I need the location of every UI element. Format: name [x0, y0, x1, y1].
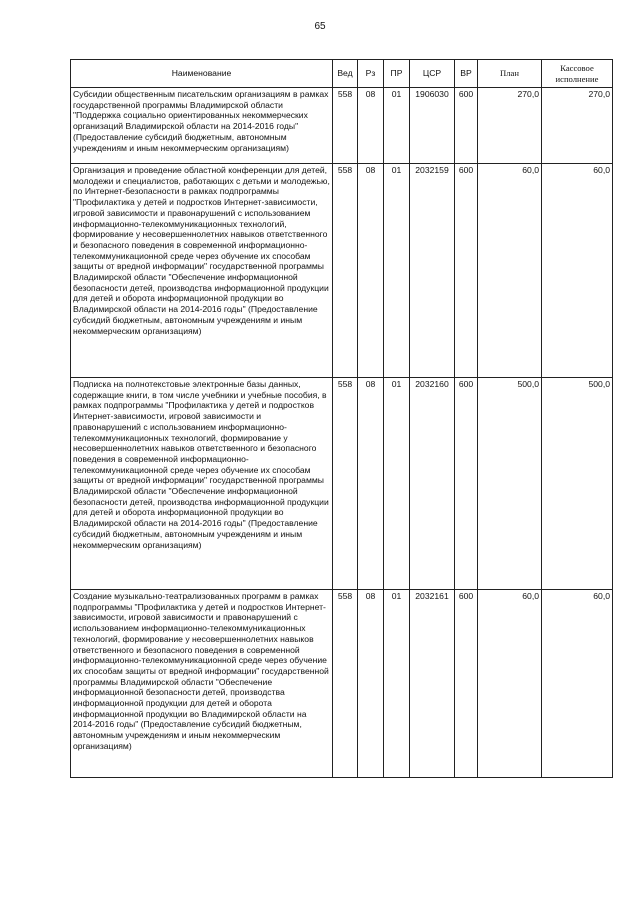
row-ved: 558 — [333, 88, 358, 164]
header-rz: Рз — [358, 60, 384, 88]
header-pr: ПР — [384, 60, 410, 88]
row-pr: 01 — [384, 164, 410, 378]
header-kass: Кассовое исполнение — [542, 60, 613, 88]
row-vr: 600 — [455, 88, 478, 164]
row-ved: 558 — [333, 590, 358, 778]
row-kass: 270,0 — [542, 88, 613, 164]
table-row — [71, 378, 613, 590]
row-plan: 500,0 — [478, 378, 542, 590]
row-csr: 1906030 — [410, 88, 455, 164]
budget-table — [70, 59, 613, 778]
header-plan: План — [478, 60, 542, 88]
row-plan: 60,0 — [478, 164, 542, 378]
row-name: Создание музыкально-театрализованных программ в рамках подпрограммы "Профилактика у детей и подростков Интернет-зависимости, игровой зависимости и правонарушений с использованием информационно-телекоммуникационных технологий, формирование у несовершеннолетних навыков ответственного и безопасного поведения в современной информационно-телекоммуникационной среде через обучение их способам защиты от вредной информации" государственной программы Владимирской области "Обеспечение информационной безопасности детей, производства информационной продукции для детей и оборота информационной продукции во Владимирской области на 2014-2016 годы" (Предоставление субсидий бюджетным, автономным учреждениям и иным некоммерческим организациям) — [71, 590, 333, 778]
row-name: Субсидии общественным писательским организациям в рамках государственной программы Владимирской области "Поддержка социально ориентированных некоммерческих организаций Владимирской области на 2014-2016 годы" (Предоставление субсидий бюджетным, автономным учреждениям и иным некоммерческим организациям) — [71, 88, 333, 164]
row-name: Организация и проведение областной конференции для детей, молодежи и специалистов, работающих с детьми и молодежью, по Интернет-безопасности в рамках подпрограммы "Профилактика у детей и подростков Интернет-зависимости, игровой зависимости и правонарушений с использованием информационно-телекоммуникационных технологий, формирование у несовершеннолетних навыков ответственного и безопасного поведения в современной информационно-телекоммуникационной среде через обучение их способам защиты от вредной информации" государственной программы Владимирской области "Обеспечение информационной безопасности детей, производства информационной продукции для детей и оборота информационной продукции во Владимирской области на 2014-2016 годы" (Предоставление субсидий бюджетным, автономным учреждениям и иным некоммерческим организациям) — [71, 164, 333, 378]
row-vr: 600 — [455, 590, 478, 778]
header-ved: Вед — [333, 60, 358, 88]
row-plan: 60,0 — [478, 590, 542, 778]
table-header-row — [71, 60, 613, 88]
header-vr: ВР — [455, 60, 478, 88]
table-row — [71, 590, 613, 778]
row-kass: 60,0 — [542, 164, 613, 378]
row-vr: 600 — [455, 378, 478, 590]
table-row — [71, 164, 613, 378]
page-number: 65 — [314, 21, 326, 32]
row-rz: 08 — [358, 378, 384, 590]
row-ved: 558 — [333, 378, 358, 590]
row-pr: 01 — [384, 88, 410, 164]
row-rz: 08 — [358, 88, 384, 164]
row-plan: 270,0 — [478, 88, 542, 164]
row-csr: 2032159 — [410, 164, 455, 378]
row-kass: 60,0 — [542, 590, 613, 778]
row-name: Подписка на полнотекстовые электронные базы данных, содержащие книги, в том числе учебники и учебные пособия, в рамках подпрограммы "Профилактика у детей и подростков Интернет-зависимости, игровой зависимости и правонарушений с использованием информационно-телекоммуникационных технологий, формирование у несовершеннолетних навыков ответственного и безопасного поведения в современной информационно-телекоммуникационной среде через обучение их способам защиты от вредной информации" государственной программы Владимирской области "Обеспечение информационной безопасности детей, производства информационной продукции для детей и оборота информационной продукции во Владимирской области на 2014-2016 годы" (Предоставление субсидий бюджетным, автономным учреждениям и иным некоммерческим организациям) — [71, 378, 333, 590]
row-csr: 2032161 — [410, 590, 455, 778]
row-csr: 2032160 — [410, 378, 455, 590]
row-vr: 600 — [455, 164, 478, 378]
table-row — [71, 88, 613, 164]
header-csr: ЦСР — [410, 60, 455, 88]
header-name: Наименование — [71, 60, 333, 88]
row-kass: 500,0 — [542, 378, 613, 590]
row-pr: 01 — [384, 378, 410, 590]
row-ved: 558 — [333, 164, 358, 378]
row-rz: 08 — [358, 590, 384, 778]
row-rz: 08 — [358, 164, 384, 378]
row-pr: 01 — [384, 590, 410, 778]
